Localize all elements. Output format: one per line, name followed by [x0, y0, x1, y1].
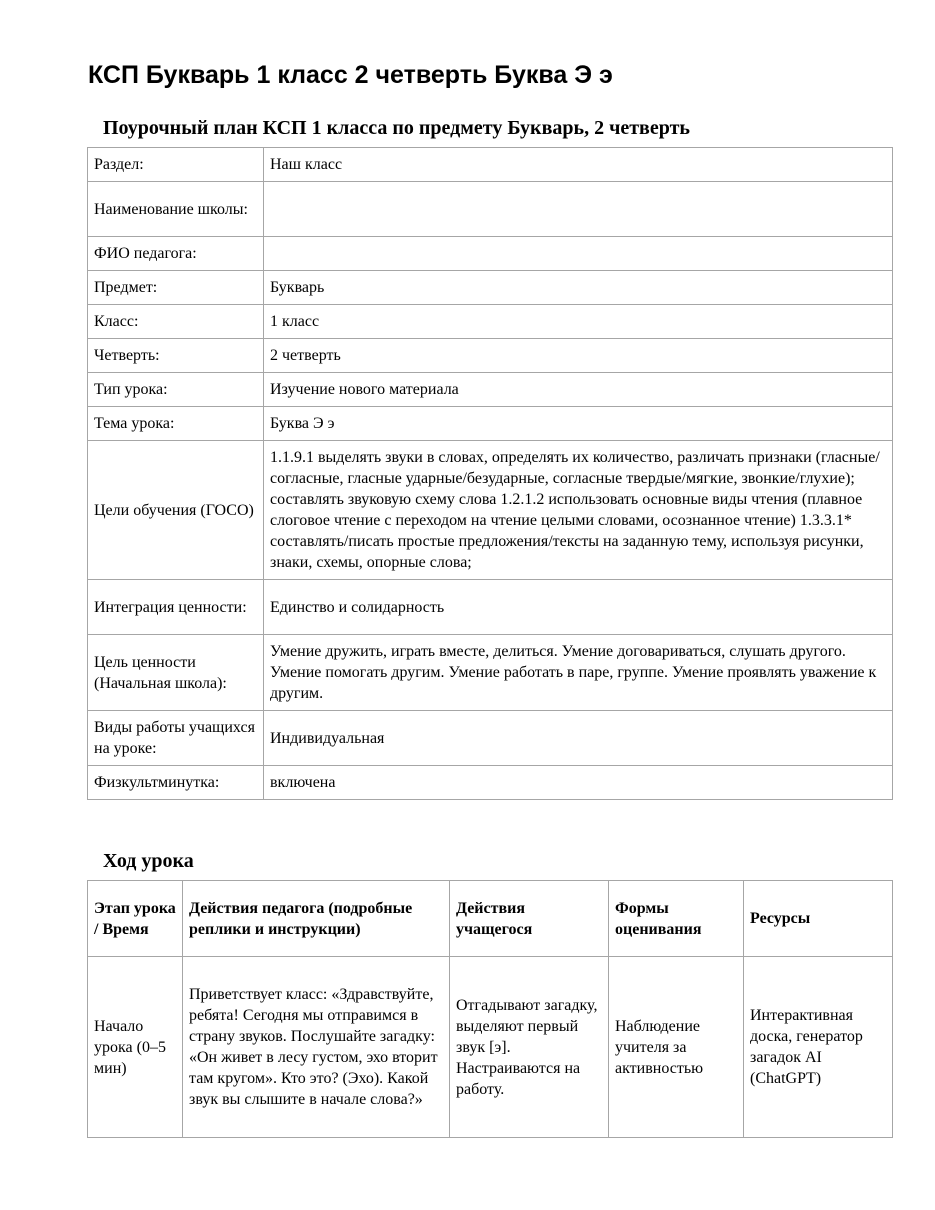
header-assessment: Формы оценивания [609, 881, 744, 957]
info-row-teacher [88, 237, 893, 271]
info-row-value-goal [88, 635, 893, 711]
info-value: 1.1.9.1 выделять звуки в словах, определять их количество, различать признаки (гласные/ согласные, гласные ударные/безударные, согласные твердые/мягкие, звонкие/глухие); составлять звуковую схему слова 1.2.1.2 использовать основные виды чтения (плавное слоговое чтение с переходом на чтение целыми словами, осознанное чтение) 1.3.3.1* составлять/писать простые предложения/тексты на заданную тему, используя рисунки, знаки, схемы, опорные слова; [264, 441, 893, 580]
info-value: 2 четверть [264, 339, 893, 373]
info-row-subject [88, 271, 893, 305]
info-value: 1 класс [264, 305, 893, 339]
lesson-header-row [88, 881, 893, 957]
info-row-school [88, 182, 893, 237]
info-key: Четверть: [88, 339, 264, 373]
cell-stage: Начало урока (0–5 мин) [88, 957, 183, 1138]
info-row-quarter [88, 339, 893, 373]
info-key: Цель ценности (Начальная школа): [88, 635, 264, 711]
lesson-heading: Ход урока [103, 850, 194, 872]
info-key: Наименование школы: [88, 182, 264, 237]
info-key: Тема урока: [88, 407, 264, 441]
info-value [264, 237, 893, 271]
table-row [88, 957, 893, 1138]
lesson-info-table [87, 147, 893, 800]
cell-student-actions: Отгадывают загадку, выделяют первый звук [э]. Настраиваются на работу. [450, 957, 609, 1138]
header-student-actions: Действия учащегося [450, 881, 609, 957]
info-row-exercise [88, 766, 893, 800]
info-value: Умение дружить, играть вместе, делиться. Умение договариваться, слушать другого. Умение помогать другим. Умение работать в паре, группе. Умение проявлять уважение к другим. [264, 635, 893, 711]
page-title: КСП Букварь 1 класс 2 четверть Буква Э э [88, 61, 613, 89]
info-value: Буква Э э [264, 407, 893, 441]
info-key: Физкультминутка: [88, 766, 264, 800]
lesson-flow-table [87, 880, 893, 1138]
info-key: Тип урока: [88, 373, 264, 407]
info-key: Интеграция ценности: [88, 580, 264, 635]
cell-assessment: Наблюдение учителя за активностью [609, 957, 744, 1138]
info-value: Букварь [264, 271, 893, 305]
info-key: Раздел: [88, 148, 264, 182]
header-teacher-actions: Действия педагога (подробные реплики и инструкции) [183, 881, 450, 957]
plan-heading: Поурочный план КСП 1 класса по предмету Букварь, 2 четверть [103, 117, 690, 139]
info-row-work-types [88, 711, 893, 766]
info-row-grade [88, 305, 893, 339]
info-key: Виды работы учащихся на уроке: [88, 711, 264, 766]
info-value: Наш класс [264, 148, 893, 182]
header-resources: Ресурсы [744, 881, 893, 957]
info-key: Цели обучения (ГОСО) [88, 441, 264, 580]
info-value: Изучение нового материала [264, 373, 893, 407]
cell-resources: Интерактивная доска, генератор загадок AI (ChatGPT) [744, 957, 893, 1138]
info-row-section [88, 148, 893, 182]
info-value: Единство и солидарность [264, 580, 893, 635]
header-stage: Этап урока / Время [88, 881, 183, 957]
info-value [264, 182, 893, 237]
info-value: включена [264, 766, 893, 800]
info-row-values [88, 580, 893, 635]
info-row-goals [88, 441, 893, 580]
info-value: Индивидуальная [264, 711, 893, 766]
info-key: ФИО педагога: [88, 237, 264, 271]
info-key: Предмет: [88, 271, 264, 305]
info-key: Класс: [88, 305, 264, 339]
info-row-topic [88, 407, 893, 441]
cell-teacher-actions: Приветствует класс: «Здравствуйте, ребята! Сегодня мы отправимся в страну звуков. Послушайте загадку: «Он живет в лесу густом, эхо вторит там кругом». Кто это? (Эхо). Какой звук вы слышите в начале слова?» [183, 957, 450, 1138]
info-row-lesson-type [88, 373, 893, 407]
